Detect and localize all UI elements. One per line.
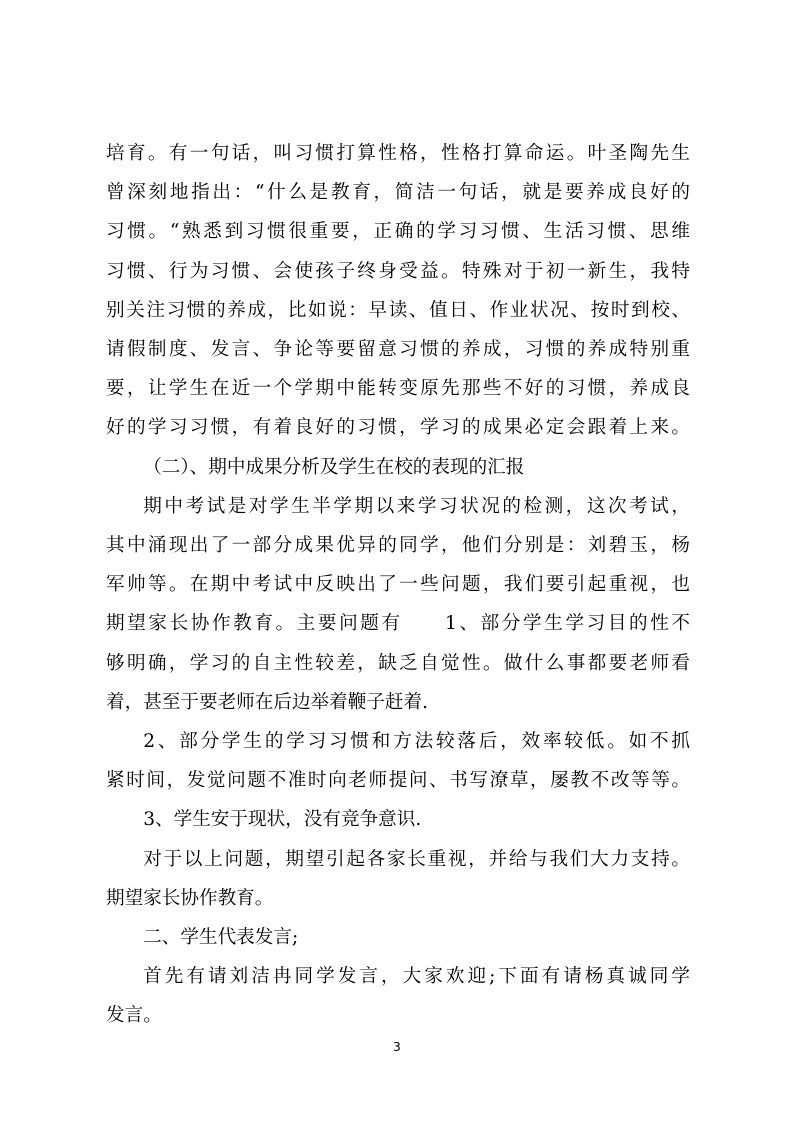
section-heading-student-speech — [106, 918, 690, 957]
paragraph-midterm — [106, 487, 690, 722]
text-line: 期望家长协作教育。主要问题有 1、部分学生学习目的性不 — [106, 613, 690, 635]
paragraph-request — [106, 840, 690, 918]
paragraph-problem-3 — [106, 800, 690, 839]
text-line: 别关注习惯的养成，比如说：早读、值日、作业状况、按时到校、 — [106, 299, 690, 321]
text-line: 习惯。“熟悉到习惯很重要，正确的学习习惯、生活习惯、思维 — [106, 221, 690, 243]
text-line: 培育。有一句话，叫习惯打算性格，性格打算命运。叶圣陶先生 — [106, 143, 690, 164]
text-line: 二、学生代表发言; — [143, 927, 299, 949]
text-line: 着，甚至于要老师在后边举着鞭子赶着. — [106, 691, 429, 713]
text-line: 要，让学生在近一个学期中能转变原先那些不好的习惯，养成良 — [106, 378, 690, 400]
text-line: （二）、期中成果分析及学生在校的表现的汇报 — [143, 456, 525, 478]
text-line: 曾深刻地指出：“什么是教育，简洁一句话，就是要养成良好的 — [106, 182, 690, 204]
text-line: 军帅等。在期中考试中反映出了一些问题，我们要引起重视，也 — [106, 574, 690, 596]
text-line: 其中涌现出了一部分成果优异的同学，他们分别是：刘碧玉，杨 — [106, 535, 690, 557]
text-line: 对于以上问题，期望引起各家长重视，并给与我们大力支持。 — [143, 848, 690, 870]
document-body — [106, 134, 690, 1036]
section-heading-midterm — [106, 448, 690, 487]
text-line: 紧时间，发觉问题不准时向老师提问、书写潦草，屡教不改等等。 — [106, 770, 690, 792]
text-line: 够明确，学习的自主性较差，缺乏自觉性。做什么事都要老师看 — [106, 652, 690, 674]
paragraph-habits — [106, 134, 690, 448]
text-line: 3、学生安于现状，没有竞争意识. — [143, 809, 422, 831]
paragraph-speakers — [106, 957, 690, 1035]
text-line: 习惯、行为习惯、会使孩子终身受益。特殊对于初一新生，我特 — [106, 260, 690, 282]
text-line: 2、部分学生的学习习惯和方法较落后，效率较低。如不抓 — [143, 731, 690, 753]
paragraph-problem-2 — [106, 722, 690, 800]
text-line: 好的学习习惯，有着良好的习惯，学习的成果必定会跟着上来。 — [106, 417, 690, 439]
text-line: 期中考试是对学生半学期以来学习状况的检测，这次考试， — [143, 495, 690, 517]
text-line: 首先有请刘洁冉同学发言，大家欢迎;下面有请杨真诚同学 — [143, 966, 690, 988]
text-line: 请假制度、发言、争论等要留意习惯的养成，习惯的养成特别重 — [106, 339, 690, 361]
page-number: 3 — [393, 1040, 401, 1054]
text-line: 发言。 — [106, 1005, 162, 1027]
text-line: 期望家长协作教育。 — [106, 887, 274, 909]
